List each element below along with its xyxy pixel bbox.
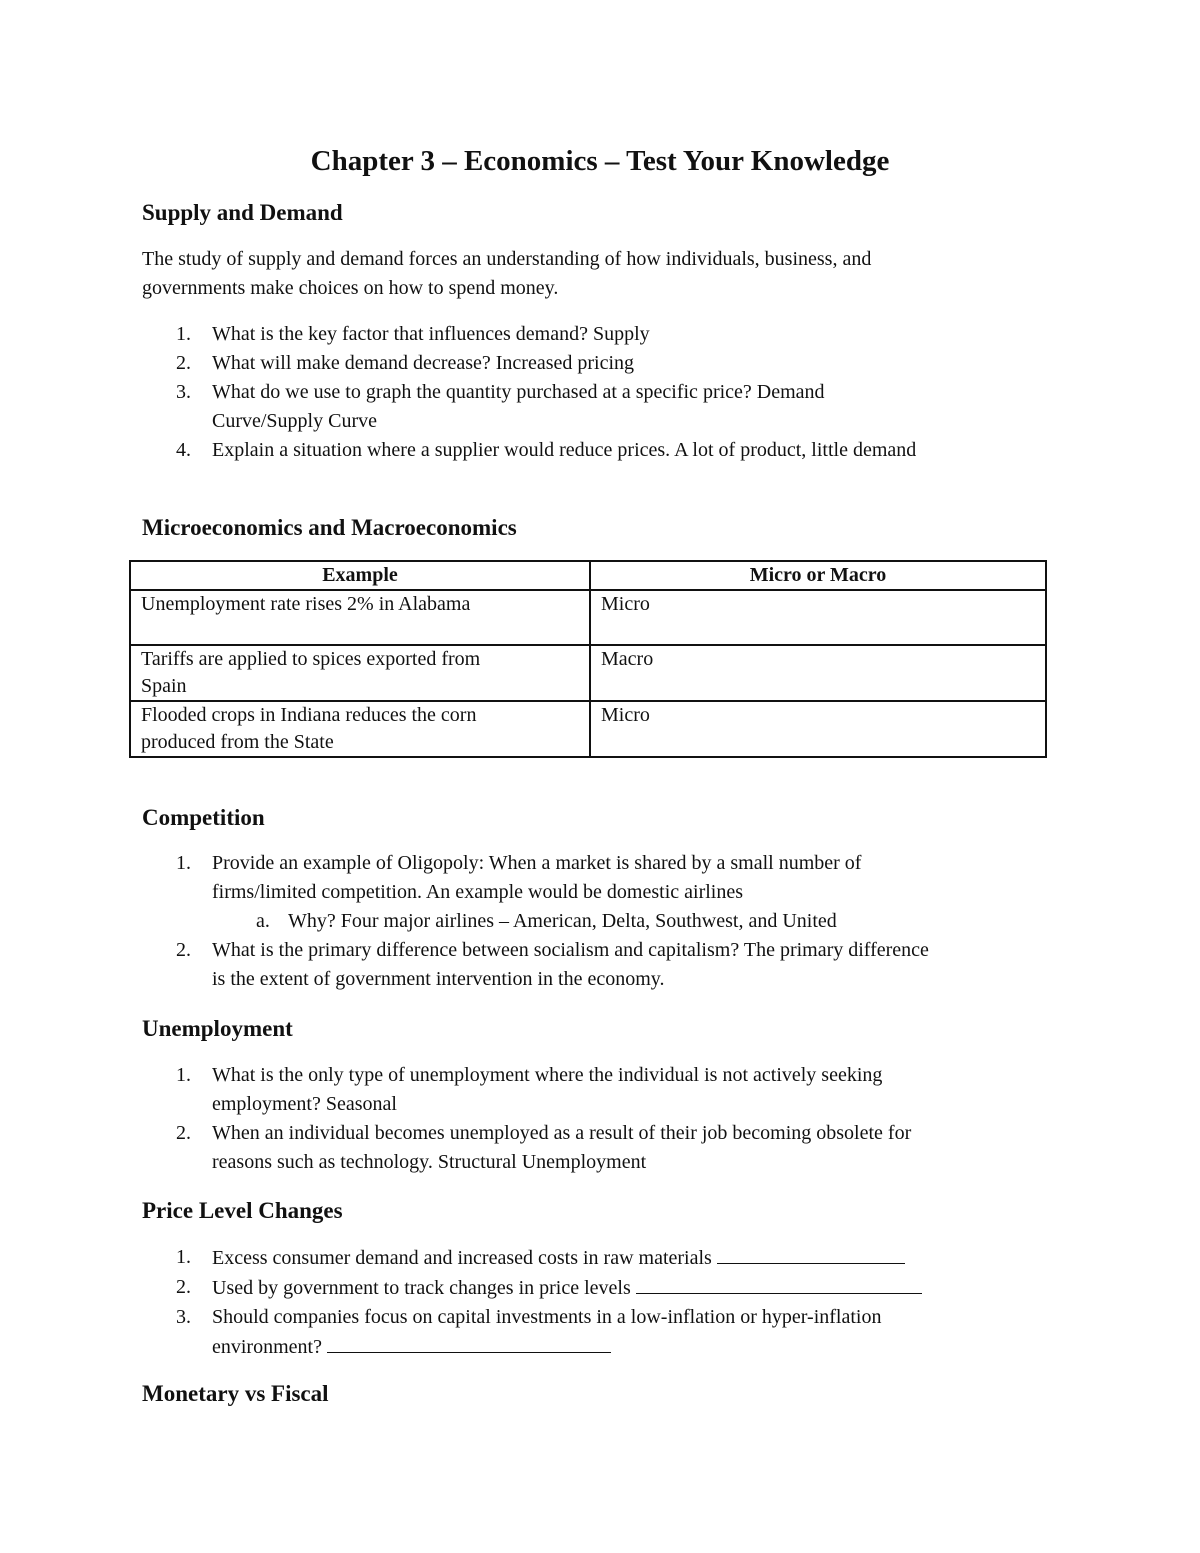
item-text: Excess consumer demand and increased costs in raw materials [212,1247,712,1269]
list-item [142,378,1072,436]
type-cell: Macro [590,645,1046,701]
item-number: 1. [176,1246,191,1268]
type-cell: Micro [590,701,1046,757]
item-text-continued: Curve/Supply Curve [212,410,377,432]
table-row [130,645,1046,701]
list-subitem [142,907,1072,936]
item-text: What will make demand decrease? Increased pricing [212,352,635,374]
example-text-continued: Spain [141,675,187,697]
micro-macro-table [129,560,1047,758]
price-level-questions [142,1243,1072,1362]
column-header-micro-macro: Micro or Macro [590,561,1046,590]
list-item [142,1273,1072,1303]
item-number: 3. [176,381,191,403]
item-number: 2. [176,352,191,374]
example-cell [130,590,590,645]
competition-questions [142,849,1072,994]
item-text-continued: firms/limited competition. An example would be domestic airlines [212,881,744,903]
example-text-continued: produced from the State [141,731,334,753]
item-number: 2. [176,1276,191,1298]
list-item [142,349,1072,378]
answer-blank[interactable] [717,1243,905,1264]
item-text: Explain a situation where a supplier would reduce prices. A lot of product, little demand [212,439,917,461]
example-text: Tariffs are applied to spices exported from [141,648,481,670]
answer-blank[interactable] [636,1273,922,1294]
item-text: Should companies focus on capital investments in a low-inflation or hyper-inflation [212,1306,882,1328]
document-title: Chapter 3 – Economics – Test Your Knowledge [310,145,890,177]
section-heading-price-level: Price Level Changes [142,1198,343,1223]
intro-line-1: The study of supply and demand forces an understanding of how individuals, business, and [142,248,872,270]
example-cell [130,645,590,701]
item-number: 1. [176,852,191,874]
item-number: 1. [176,323,191,345]
item-text: What is the primary difference between socialism and capitalism? The primary difference [212,939,929,961]
table-row [130,590,1046,645]
item-number: 2. [176,1122,191,1144]
list-item [142,1119,1072,1177]
example-text: Flooded crops in Indiana reduces the corn [141,704,477,726]
item-text: Used by government to track changes in price levels [212,1277,631,1299]
section-heading-unemployment: Unemployment [142,1016,293,1041]
answer-blank[interactable] [327,1332,611,1353]
list-item [142,1303,1072,1362]
type-cell: Micro [590,590,1046,645]
example-cell [130,701,590,757]
list-item [142,320,1072,349]
item-number: 4. [176,439,191,461]
supply-demand-questions [142,320,1072,465]
item-text: Why? Four major airlines – American, Delta, Southwest, and United [288,910,837,932]
section-heading-competition: Competition [142,805,265,830]
item-text-continued: is the extent of government intervention in the economy. [212,968,665,990]
item-text-continued: employment? Seasonal [212,1093,397,1115]
example-text: Unemployment rate rises 2% in Alabama [141,593,471,615]
column-header-example: Example [130,561,590,590]
item-text: What is the only type of unemployment where the individual is not actively seeking [212,1064,883,1086]
list-item [142,936,1072,994]
item-text: Provide an example of Oligopoly: When a market is shared by a small number of [212,852,862,874]
item-text: When an individual becomes unemployed as a result of their job becoming obsolete for [212,1122,912,1144]
section-heading-supply-demand: Supply and Demand [142,200,343,225]
table-header-row [130,561,1046,590]
item-text: What do we use to graph the quantity purchased at a specific price? Demand [212,381,825,403]
supply-demand-intro [142,245,1042,303]
item-letter: a. [256,910,270,932]
list-item [142,436,1072,465]
intro-line-2: governments make choices on how to spend money. [142,277,559,299]
item-text: What is the key factor that influences demand? Supply [212,323,650,345]
section-heading-micro-macro: Microeconomics and Macroeconomics [142,515,517,540]
item-number: 1. [176,1064,191,1086]
list-item [142,1061,1072,1119]
list-item [142,849,1072,907]
table-row [130,701,1046,757]
item-text-continued: reasons such as technology. Structural Unemployment [212,1151,647,1173]
item-number: 3. [176,1306,191,1328]
section-heading-monetary-fiscal: Monetary vs Fiscal [142,1381,329,1406]
item-text-continued: environment? [212,1336,322,1358]
list-item [142,1243,1072,1273]
item-number: 2. [176,939,191,961]
unemployment-questions [142,1061,1072,1177]
